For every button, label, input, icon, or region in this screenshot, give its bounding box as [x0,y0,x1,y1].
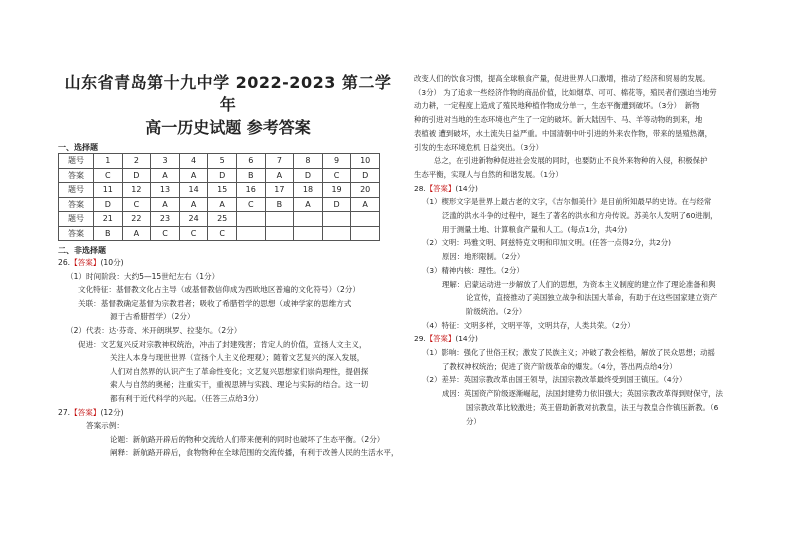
table-row-header: 题号 [59,154,94,169]
table-cell: 19 [322,183,351,198]
table-cell: 8 [294,154,323,169]
table-row-header: 答案 [59,168,94,183]
table-cell: 1 [94,154,123,169]
text-line: 分） [466,416,481,426]
table-cell [265,226,294,241]
text-line: 阶级统治。（2分） [466,306,527,316]
table-row [59,154,380,169]
table-cell: 11 [94,183,123,198]
table-row-header: 题号 [59,183,94,198]
text-line: （1）时间阶段：大约5—15世纪左右（1分） [66,271,220,281]
text-line: 改变人们的饮食习惯，提高全球粮食产量，促进世界人口激增，推动了经济和贸易的发展。 [414,74,710,83]
table-cell [351,226,380,241]
table-cell: 22 [122,212,151,227]
text-line: 动力耕，一定程度上造成了殖民地种植作物成分单一，生态平衡遭到破坏。（3分） 新物 [414,101,700,111]
table-cell: B [236,168,265,183]
table-row [59,226,380,241]
table-cell: D [322,197,351,212]
text-line: 泛滥的洪水斗争的过程中，诞生了著名的洪水和方舟传说。苏美尔人发明了60进制， [442,211,718,221]
left-answer-text [58,256,398,460]
text-line: （2）代表：达·芬奇、米开朗琪罗、拉斐尔。（2分） [66,325,242,335]
table-cell: D [208,168,237,183]
table-cell: A [294,197,323,212]
table-cell: A [265,168,294,183]
text-line: （1）楔形文字是世界上最古老的文字，《吉尔伽美什》是目前所知最早的史诗。在与经常 [422,197,712,207]
table-cell [236,226,265,241]
table-cell: A [122,226,151,241]
text-line: 原因：地形限制。（2分） [442,252,525,262]
right-column [414,72,770,428]
right-answer-text [414,72,770,428]
table-cell: B [94,226,123,241]
table-cell: D [122,168,151,183]
table-cell: 4 [179,154,208,169]
table-cell: 2 [122,154,151,169]
table-cell [322,212,351,227]
text-line: 生态平衡，实现人与自然的和谐发展。（1分） [414,169,563,179]
text-line: （3分） 为了追求一些经济作物的商品价值，比如烟草、可可、棉花等，殖民者们强迫当地劳 [414,87,717,97]
text-line: 源于古希腊哲学）（2分） [110,312,195,322]
table-cell: 18 [294,183,323,198]
table-cell [322,226,351,241]
text-line: （1）影响：强化了世俗王权；激发了民族主义；冲破了教会桎梏，解放了民众思想；动摇 [422,348,715,358]
text-line: 用于测量土地、计算粮食产量和人工。(每点1分，共4分) [442,224,628,234]
table-cell: D [294,168,323,183]
table-row [59,197,380,212]
table-cell: A [151,197,180,212]
answer-table [58,153,380,241]
text-line: 26.【答案】(10分) [58,258,124,267]
table-cell: D [94,197,123,212]
answer-marker: 【答案】 [425,334,456,344]
text-line: 国宗教改革比较激进；英王借助新教对抗教皇，法王与教皇合作镇压新教。（6 [466,402,719,412]
table-cell: A [151,168,180,183]
table-cell: 13 [151,183,180,198]
text-line: 成因：英国资产阶级逐渐崛起，法国封建势力依旧强大；英国宗教改革得到财保守，法 [442,389,723,399]
table-cell [236,212,265,227]
text-line: 都有利于近代科学的兴起。（任答三点给3分） [110,393,263,403]
table-cell: C [94,168,123,183]
table-cell: C [122,197,151,212]
text-line: 了教权神权统治；促进了资产阶级革命的爆发。（4分，答出两点给4分） [442,361,677,371]
table-cell: C [322,168,351,183]
table-cell: 25 [208,212,237,227]
text-line: 索人与自然的奥秘；注重实干，重视思辨与实践、理论与实际的结合。这一切 [110,380,369,390]
table-cell: A [179,197,208,212]
answer-marker: 【答案】 [70,258,101,267]
table-cell: C [179,226,208,241]
table-cell: 17 [265,183,294,198]
text-line: 人们对自然界的认识产生了革命性变化；文艺复兴思想家们崇尚理性，提倡探 [110,366,369,376]
table-cell: 6 [236,154,265,169]
text-line: 关联：基督教确定基督为宗教君者；吸收了希腊哲学的思想（或神学家的思维方式 [78,298,352,308]
table-cell: 3 [151,154,180,169]
text-line: （4）特征：文明多样，文明平等，文明共存，人类共荣。（2分） [422,320,635,330]
table-cell: 5 [208,154,237,169]
table-row [59,212,380,227]
text-line: 文化特征：基督教文化占主导（或基督教信仰成为西欧地区普遍的文化符号）（2分） [78,285,360,295]
text-line: 29.【答案】(14分) [414,334,478,344]
left-column [58,72,398,460]
text-line: 促进：文艺复兴反对宗教神权统治，冲击了封建残害；肯定人的价值，宣扬人文主义， [78,339,367,349]
text-line: 答案示例： [86,421,124,431]
text-line: 总之，在引进新物种促进社会发展的同时，也要防止不良外来物种的入侵，积极保护 [434,156,708,166]
table-cell [351,212,380,227]
answer-marker: 【答案】 [425,183,456,193]
text-line: 表植被 遭到破坏，水土流失日益严重。中国清朝中叶引进的外来农作物，带来的垦殖热潮， [414,128,712,138]
table-cell: D [351,168,380,183]
text-line: 理解：启蒙运动进一步解放了人们的思想，为资本主义制度的建立作了理论准备和舆 [442,279,716,289]
section-heading-choice: 一、选择题 [58,143,98,152]
table-cell [294,226,323,241]
table-cell: 9 [322,154,351,169]
table-row [59,168,380,183]
table-cell: A [351,197,380,212]
table-cell: C [151,226,180,241]
table-row [59,183,380,198]
table-cell [265,212,294,227]
text-line: 28.【答案】(14分) [414,183,478,193]
table-cell: 14 [179,183,208,198]
table-cell: C [236,197,265,212]
table-cell: 21 [94,212,123,227]
table-row-header: 题号 [59,212,94,227]
table-cell: 23 [151,212,180,227]
table-cell: 7 [265,154,294,169]
text-line: 27.【答案】(12分) [58,407,124,417]
document-title: 山东省青岛第十九中学 2022-2023 第二学年 [64,73,392,114]
table-cell: 12 [122,183,151,198]
document-subtitle: 高一历史试题 参考答案 [145,118,311,137]
table-cell: 24 [179,212,208,227]
text-line: 关注人本身与现世世界（宣扬个人主义伦理观）；随着文艺复兴的深入发展， [110,353,365,363]
answer-marker: 【答案】 [70,407,101,417]
text-line: 论宣传，直接推动了美国独立战争和法国大革命，有助于在这些国家建立资产 [466,293,718,303]
text-line: （2）差异：英国宗教改革由国王领导，法国宗教改革最终受到国王镇压。（4分） [422,375,687,385]
text-line: 种的引进对当地的生态环境也产生了一定的破坏。新大陆因牛、马、羊等动物的到来，地 [414,115,703,125]
table-cell: 20 [351,183,380,198]
text-line: （3）精神内核：理性。（2分） [422,265,524,275]
text-line: 阐释：新航路开辟后，食物物种在全球范围的交流传播，有利于改善人民的生活水平， [110,448,399,458]
table-row-header: 答案 [59,226,94,241]
table-cell: B [265,197,294,212]
table-cell: A [179,168,208,183]
table-cell [294,212,323,227]
table-cell: A [208,197,237,212]
table-row-header: 答案 [59,197,94,212]
table-cell: C [208,226,237,241]
section-heading-essay: 二、非选择题 [58,246,106,255]
table-cell: 10 [351,154,380,169]
text-line: 引发的生态环境危机 日益突出。（3分） [414,142,543,152]
table-cell: 15 [208,183,237,198]
text-line: （2）文明：玛雅文明、阿兹特克文明和印加文明。(任答一点得2分，共2分) [422,238,671,248]
table-cell: 16 [236,183,265,198]
text-line: 论题：新航路开辟后的物种交流给人们带来便利的同时也破坏了生态平衡。（2分） [110,434,385,444]
